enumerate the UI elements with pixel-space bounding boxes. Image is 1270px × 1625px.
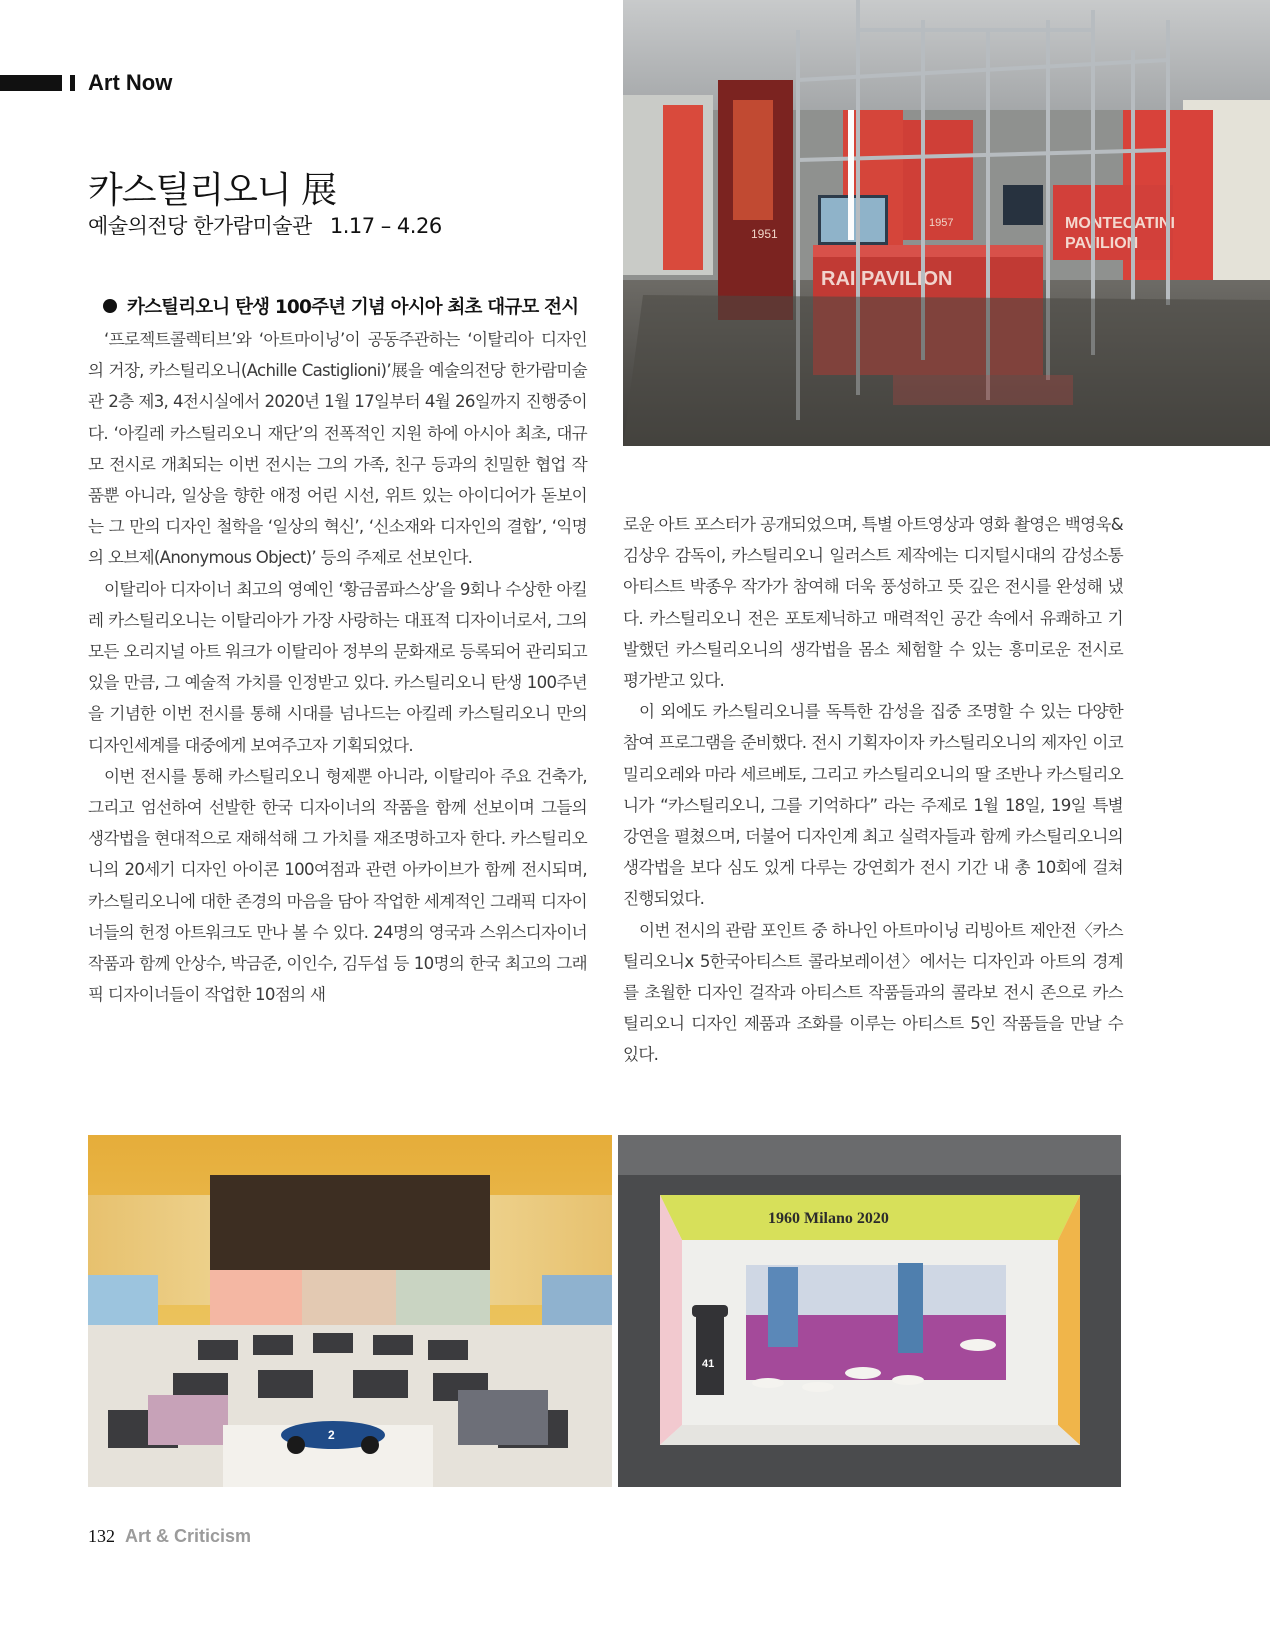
car-number: 2 bbox=[328, 1428, 335, 1442]
bullet-icon bbox=[103, 299, 117, 313]
section-marker-tick bbox=[70, 75, 75, 91]
year-1951-label: 1951 bbox=[751, 227, 778, 241]
exhibition-dates: 1.17 – 4.26 bbox=[329, 214, 442, 238]
publication-name: Art & Criticism bbox=[125, 1526, 252, 1546]
article-subtitle bbox=[88, 210, 442, 240]
paragraph: 이탈리아 디자이너 최고의 영예인 ‘황금콤파스상’을 9회나 수상한 아킬레 카스틸리오니는 이탈리아가 가장 사랑하는 대표적 디자이너로서, 그의 모든 오리지널 아트 워크가 이탈리아 정부의 문화재로 등록되어 관리되고 있을 만큼, 그 예술적 가치를 인정받고 있다. 카스틸리오니 탄생 100주년을 기념한 이번 전시를 통해 시대를 넘나드는 아킬레 카스틸리오니 만의 디자인세계를 대중에게 보여주고자 기획되었다. bbox=[88, 579, 587, 755]
photo-pavilion-installation bbox=[623, 0, 1270, 446]
article-heading bbox=[103, 293, 578, 319]
page-number: 132 bbox=[88, 1526, 115, 1546]
display-banner: 1960 Milano 2020 bbox=[768, 1210, 889, 1227]
body-column-right bbox=[623, 509, 1123, 1071]
sign-montecatini: MONTECATINI bbox=[1065, 215, 1175, 232]
body-column-left bbox=[88, 324, 587, 1010]
page-footer bbox=[88, 1526, 251, 1547]
paragraph: 이번 전시의 관람 포인트 중 하나인 아트마이닝 리빙아트 제안전〈카스틸리오니x 5한국아티스트 콜라보레이션〉에서는 디자인과 아트의 경계를 초월한 디자인 걸작과 아티스트 작품들과의 콜라보 전시 존으로 카스틸리오니 디자인 제품과 조화를 이루는 아티스트 5인 작품들을 만날 수 있다. bbox=[623, 920, 1123, 1065]
paragraph: ‘프로젝트콜렉티브’와 ‘아트마이닝’이 공동주관하는 ‘이탈리아 디자인의 거장, 카스틸리오니(Achille Castiglioni)’展을 예술의전당 한가람미술관 2층 제3, 4전시실에서 2020년 1월 17일부터 4월 26일까지 진행중이다. ‘아킬레 카스틸리오니 재단’의 전폭적인 지원 하에 아시아 최초, 대규모 전시로 개최되는 이번 전시는 그의 가족, 친구 등과의 친밀한 협업 작품뿐 아니라, 일상을 향한 애정 어린 시선, 위트 있는 아이디어가 돋보이는 그 만의 디자인 철학을 ‘일상의 혁신’, ‘신소재와 디자인의 결합’, ‘익명의 오브제(Anonymous Object)’ 등의 주제로 선보인다. bbox=[88, 330, 587, 568]
section-label: Art Now bbox=[88, 70, 173, 95]
venue: 예술의전당 한가람미술관 bbox=[88, 214, 312, 238]
paragraph: 이번 전시를 통해 카스틸리오니 형제뿐 아니라, 이탈리아 주요 건축가, 그리고 엄선하여 선발한 한국 디자이너의 작품을 함께 선보이며 그들의 생각법을 현대적으로 재해석해 그 가치를 재조명하고자 한다. 카스틸리오니의 20세기 디자인 아이콘 100여점과 관련 아카이브가 함께 전시되며, 카스틸리오니에 대한 존경의 마음을 담아 작업한 세계적인 그래픽 디자이너들의 헌정 아트워크도 만나 볼 수 있다. 24명의 영국과 스위스디자이너 작품과 함께 안상수, 박금준, 이인수, 김두섭 등 10명의 한국 최고의 그래픽 디자이너들이 작업한 10점의 새 bbox=[88, 766, 587, 1005]
photo-gallery-car bbox=[88, 1135, 612, 1487]
section-marker-bar bbox=[0, 75, 62, 91]
paragraph: 로운 아트 포스터가 공개되었으며, 특별 아트영상과 영화 촬영은 백영욱& 김상우 감독이, 카스틸리오니 일러스트 제작에는 디지털시대의 감성소통 아티스트 박종우 작가가 참여해 더욱 풍성하고 뜻 깊은 전시를 완성해 냈다. 카스틸리오니 전은 포토제닉하고 매력적인 공간 속에서 유쾌하고 기발했던 카스틸리오니의 생각법을 몸소 체험할 수 있는 흥미로운 전시로 평가받고 있다. bbox=[623, 515, 1123, 691]
article-heading-text: 카스틸리오니 탄생 100주년 기념 아시아 최초 대규모 전시 bbox=[127, 297, 579, 318]
year-1957-label: 1957 bbox=[929, 217, 954, 229]
sign-rai-pavilion: RAI PAVILION bbox=[821, 268, 953, 290]
paragraph: 이 외에도 카스틸리오니를 독특한 감성을 집중 조명할 수 있는 다양한 참여 프로그램을 준비했다. 전시 기획자이자 카스틸리오니의 제자인 이코 밀리오레와 마라 세르베토, 그리고 카스틸리오니의 딸 조반나 카스틸리오니가 “카스틸리오니, 그를 기억하다” 라는 주제로 1월 18일, 19일 특별 강연을 펼쳤으며, 더불어 디자인계 최고 실력자들과 함께 카스틸리오니의 생각법을 보다 심도 있게 다루는 강연회가 전시 기간 내 총 10회에 걸쳐 진행되었다. bbox=[623, 702, 1123, 909]
sign-montecatini-pavilion: PAVILION bbox=[1065, 235, 1139, 252]
photo-milano-display bbox=[618, 1135, 1121, 1487]
article-title: 카스틸리오니 展 bbox=[88, 170, 337, 211]
door-number: 41 bbox=[702, 1358, 715, 1370]
